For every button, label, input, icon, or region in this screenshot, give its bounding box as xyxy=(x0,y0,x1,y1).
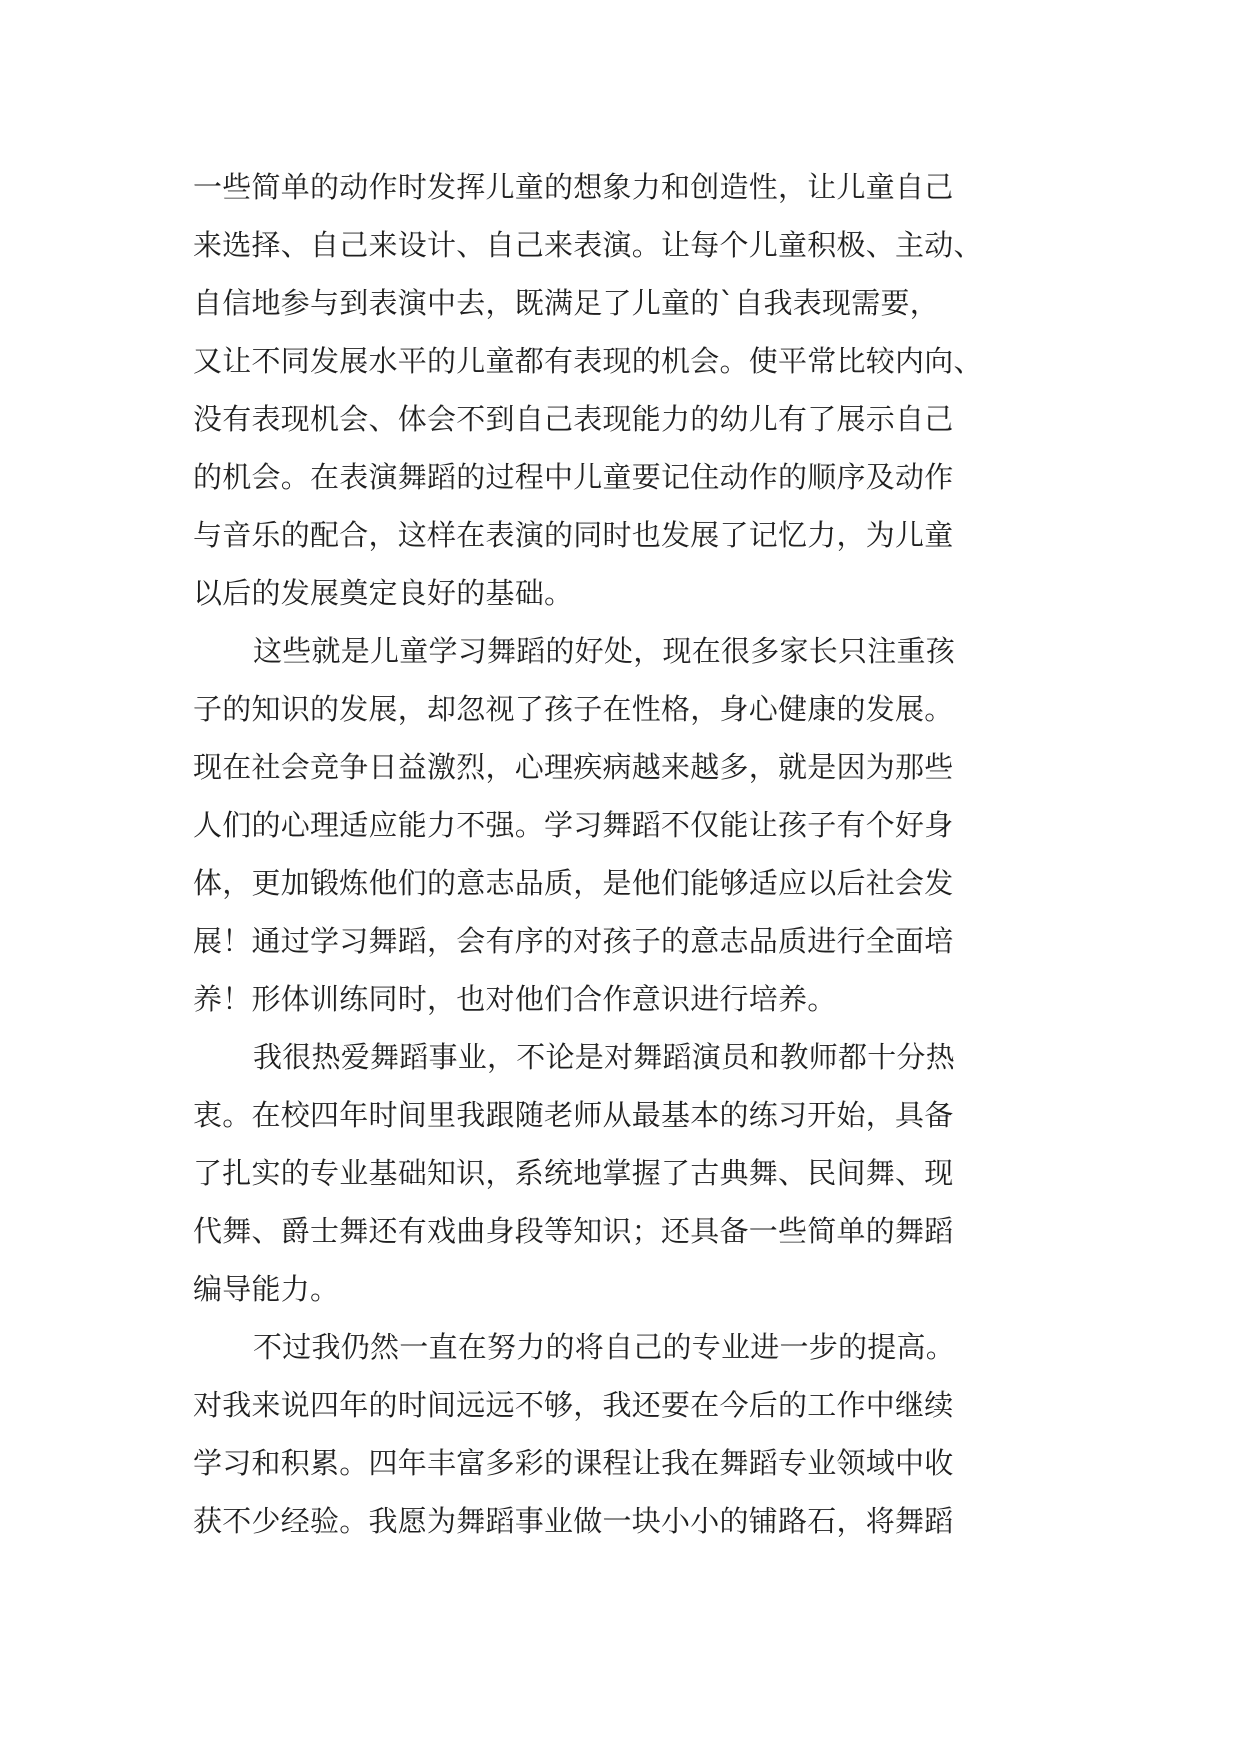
text-line: 展！通过学习舞蹈，会有序的对孩子的意志品质进行全面培 xyxy=(193,924,954,958)
text-line: 了扎实的专业基础知识，系统地掌握了古典舞、民间舞、现 xyxy=(193,1156,954,1190)
text-line: 与音乐的配合，这样在表演的同时也发展了记忆力，为儿童 xyxy=(193,518,954,552)
text-line: 衷。在校四年时间里我跟随老师从最基本的练习开始，具备 xyxy=(193,1098,954,1132)
text-line: 代舞、爵士舞还有戏曲身段等知识；还具备一些简单的舞蹈 xyxy=(193,1214,954,1248)
text-line: 学习和积累。四年丰富多彩的课程让我在舞蹈专业领域中收 xyxy=(193,1446,954,1480)
text-line: 养！形体训练同时，也对他们合作意识进行培养。 xyxy=(193,982,837,1016)
text-line: 又让不同发展水平的儿童都有表现的机会。使平常比较内向、 xyxy=(193,344,983,378)
text-line: 对我来说四年的时间远远不够，我还要在今后的工作中继续 xyxy=(193,1388,954,1422)
paragraph-first-line: 这些就是儿童学习舞蹈的好处，现在很多家长只注重孩 xyxy=(253,634,956,668)
text-line: 现在社会竞争日益激烈，心理疾病越来越多，就是因为那些 xyxy=(193,750,954,784)
text-line: 的机会。在表演舞蹈的过程中儿童要记住动作的顺序及动作 xyxy=(193,460,954,494)
text-line: 来选择、自己来设计、自己来表演。让每个儿童积极、主动、 xyxy=(193,228,983,262)
text-line: 人们的心理适应能力不强。学习舞蹈不仅能让孩子有个好身 xyxy=(193,808,954,842)
text-line: 一些简单的动作时发挥儿童的想象力和创造性，让儿童自己 xyxy=(193,170,954,204)
text-line: 获不少经验。我愿为舞蹈事业做一块小小的铺路石，将舞蹈 xyxy=(193,1504,954,1538)
paragraph-first-line: 不过我仍然一直在努力的将自己的专业进一步的提高。 xyxy=(253,1330,956,1364)
text-line: 子的知识的发展，却忽视了孩子在性格，身心健康的发展。 xyxy=(193,692,954,726)
document-body xyxy=(193,158,1093,1550)
text-line: 自信地参与到表演中去，既满足了儿童的`自我表现需要， xyxy=(193,286,940,320)
text-line: 编导能力。 xyxy=(193,1272,340,1306)
text-line: 以后的发展奠定良好的基础。 xyxy=(193,576,574,610)
text-line: 体，更加锻炼他们的意志品质，是他们能够适应以后社会发 xyxy=(193,866,954,900)
paragraph-first-line: 我很热爱舞蹈事业，不论是对舞蹈演员和教师都十分热 xyxy=(253,1040,956,1074)
text-line: 没有表现机会、体会不到自己表现能力的幼儿有了展示自己 xyxy=(193,402,954,436)
